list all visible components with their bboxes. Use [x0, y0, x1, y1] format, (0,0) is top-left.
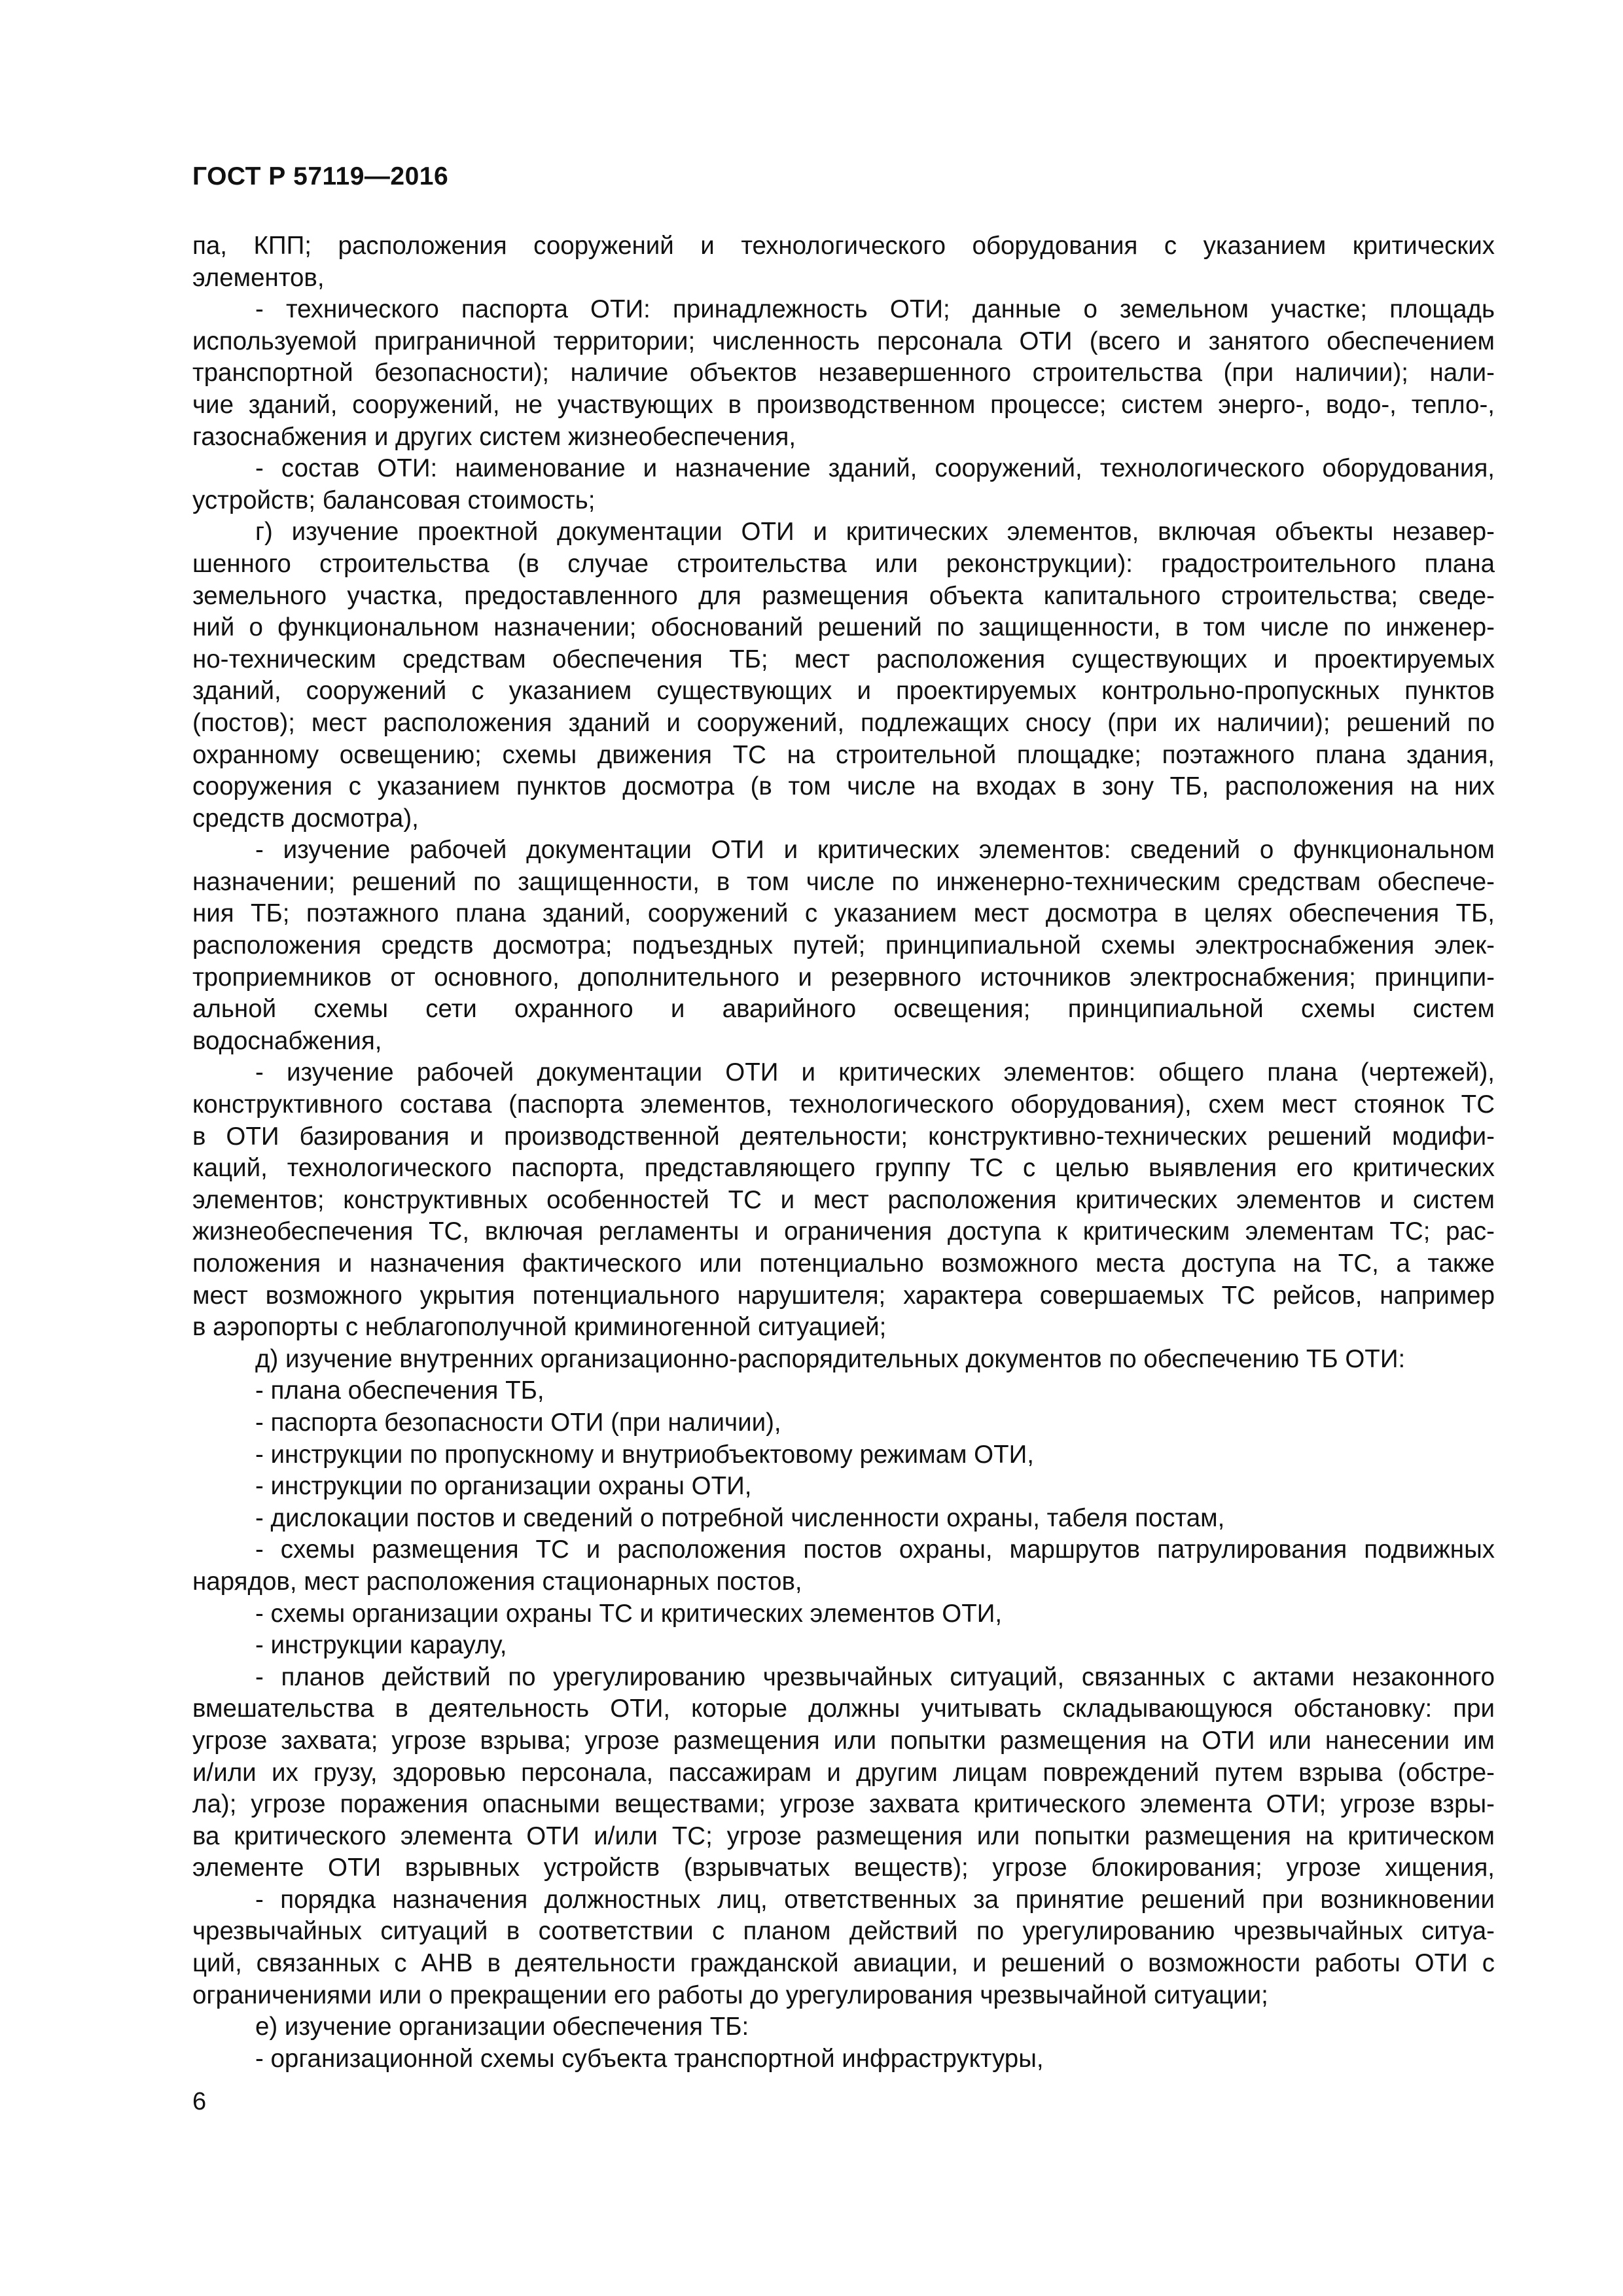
text-line: газоснабжения и других систем жизнеобеспечения,: [192, 422, 796, 451]
text-line: и/или их грузу, здоровью персонала, пассажирам и другим лицам повреждений путем взрыва (обстре-: [192, 1758, 1495, 1787]
text-line: ла); угрозе поражения опасными веществами; угрозе захвата критического элемента ОТИ; угрозе взры-: [192, 1790, 1495, 1819]
text-line: чрезвычайных ситуаций в соответствии с планом действий по урегулированию чрезвычайных ситуа-: [192, 1917, 1495, 1946]
text-line: - инструкции караулу,: [255, 1631, 507, 1660]
text-line: ва критического элемента ОТИ и/или ТС; угрозе размещения или попытки размещения на критическом: [192, 1821, 1495, 1850]
text-line: ний о функциональном назначении; обоснований решений по защищенности, в том числе по инженер-: [192, 613, 1495, 642]
text-line: - организационной схемы субъекта транспортной инфраструктуры,: [255, 2044, 1044, 2073]
text-line: в ОТИ базирования и производственной деятельности; конструктивно-технических решений модифи-: [192, 1122, 1495, 1151]
text-line: средств досмотра),: [192, 804, 419, 833]
text-line: д) изучение внутренних организационно-распорядительных документов по обеспечению ТБ ОТИ:: [255, 1344, 1406, 1373]
text-line: шенного строительства (в случае строительства или реконструкции): градостроительного плана: [192, 549, 1495, 578]
text-line: каций, технологического паспорта, представляющего группу ТС с целью выявления его критических: [192, 1154, 1495, 1183]
text-line: элементов,: [192, 263, 325, 292]
text-line: альной схемы сети охранного и аварийного освещения; принципиальной схемы систем: [192, 995, 1495, 1024]
text-line: троприемников от основного, дополнительного и резервного источников электроснабжения; принципи-: [192, 963, 1495, 992]
text-line: водоснабжения,: [192, 1026, 382, 1055]
text-line: зданий, сооружений с указанием существующих и проектируемых контрольно-пропускных пунктов: [192, 677, 1495, 706]
text-line: нарядов, мест расположения стационарных постов,: [192, 1567, 802, 1596]
text-line: - порядка назначения должностных лиц, ответственных за принятие решений при возникновении: [255, 1885, 1495, 1914]
text-line: но-техническим средствам обеспечения ТБ; мест расположения существующих и проектируемых: [192, 645, 1495, 673]
text-line: - инструкции по пропускному и внутриобъектовому режимам ОТИ,: [255, 1440, 1034, 1469]
text-line: устройств; балансовая стоимость;: [192, 486, 596, 514]
text-line: охранному освещению; схемы движения ТС на строительной площадке; поэтажного плана здания,: [192, 740, 1495, 769]
text-line: - изучение рабочей документации ОТИ и критических элементов: сведений о функциональном: [255, 836, 1495, 865]
text-line: - инструкции по организации охраны ОТИ,: [255, 1472, 752, 1501]
text-line: - состав ОТИ: наименование и назначение зданий, сооружений, технологического оборудования,: [255, 454, 1495, 483]
text-line: угрозе захвата; угрозе взрыва; угрозе размещения или попытки размещения на ОТИ или нанесении им: [192, 1726, 1495, 1755]
text-line: па, КПП; расположения сооружений и технологического оборудования с указанием критических: [192, 232, 1495, 260]
text-line: жизнеобеспечения ТС, включая регламенты и ограничения доступа к критическим элементам ТС; рас-: [192, 1217, 1495, 1246]
text-line: положения и назначения фактического или потенциально возможного места доступа на ТС, а также: [192, 1249, 1495, 1278]
document-body: [192, 230, 1495, 2075]
text-line: (постов); мест расположения зданий и сооружений, подлежащих сносу (при их наличии); решений по: [192, 708, 1495, 737]
text-line: ограничениями или о прекращении его работы до урегулирования чрезвычайной ситуации;: [192, 1981, 1268, 2009]
text-line: - плана обеспечения ТБ,: [255, 1376, 544, 1405]
text-line: конструктивного состава (паспорта элементов, технологического оборудования), схем мест стоянок ТС: [192, 1090, 1495, 1119]
text-line: ций, связанных с АНВ в деятельности гражданской авиации, и решений о возможности работы ОТИ с: [192, 1949, 1495, 1978]
text-line: сооружения с указанием пунктов досмотра (в том числе на входах в зону ТБ, расположения на них: [192, 772, 1495, 801]
text-line: - паспорта безопасности ОТИ (при наличии),: [255, 1408, 781, 1437]
document-header: ГОСТ Р 57119—2016: [192, 162, 449, 190]
text-line: - изучение рабочей документации ОТИ и критических элементов: общего плана (чертежей),: [255, 1058, 1495, 1087]
text-line: - технического паспорта ОТИ: принадлежность ОТИ; данные о земельном участке; площадь: [255, 295, 1495, 324]
text-line: расположения средств досмотра; подъездных путей; принципиальной схемы электроснабжения элек-: [192, 931, 1495, 960]
text-line: транспортной безопасности); наличие объектов незавершенного строительства (при наличии); нали-: [192, 359, 1495, 387]
page-number: 6: [192, 2088, 207, 2115]
text-line: - планов действий по урегулированию чрезвычайных ситуаций, связанных с актами незаконного: [255, 1662, 1495, 1691]
text-line: элементов; конструктивных особенностей ТС и мест расположения критических элементов и систем: [192, 1185, 1495, 1214]
text-line: вмешательства в деятельность ОТИ, которые должны учитывать складывающуюся обстановку: при: [192, 1695, 1495, 1723]
text-line: - схемы организации охраны ТС и критических элементов ОТИ,: [255, 1599, 1003, 1628]
text-line: чие зданий, сооружений, не участвующих в производственном процессе; систем энерго-, водо-, тепло-,: [192, 390, 1495, 419]
text-line: ния ТБ; поэтажного плана зданий, сооружений с указанием мест досмотра в целях обеспечения ТБ,: [192, 899, 1495, 928]
text-line: е) изучение организации обеспечения ТБ:: [255, 2013, 749, 2041]
text-line: элементе ОТИ взрывных устройств (взрывчатых веществ); угрозе блокирования; угрозе хищения,: [192, 1854, 1495, 1882]
text-line: мест возможного укрытия потенциального нарушителя; характера совершаемых ТС рейсов, например: [192, 1281, 1495, 1310]
text-line: г) изучение проектной документации ОТИ и критических элементов, включая объекты незавер-: [255, 518, 1495, 547]
text-line: - схемы размещения ТС и расположения постов охраны, маршрутов патрулирования подвижных: [255, 1535, 1495, 1564]
text-line: назначении; решений по защищенности, в том числе по инженерно-техническим средствам обеспече-: [192, 867, 1495, 896]
text-line: - дислокации постов и сведений о потребной численности охраны, табеля постам,: [255, 1503, 1225, 1532]
text-line: используемой приграничной территории; численность персонала ОТИ (всего и занятого обеспечением: [192, 327, 1495, 355]
text-line: в аэропорты с неблагополучной криминогенной ситуацией;: [192, 1313, 887, 1342]
text-line: земельного участка, предоставленного для размещения объекта капитального строительства; сведе-: [192, 581, 1495, 610]
